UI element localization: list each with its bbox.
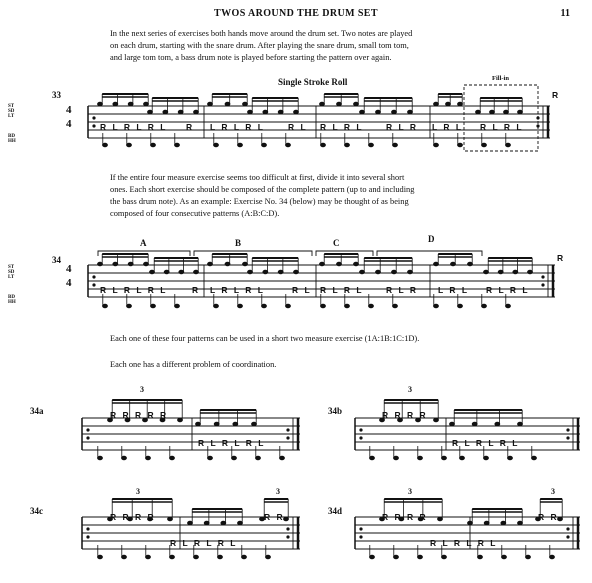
exercise-34c-number: 34c: [30, 506, 43, 516]
note-mark: [127, 143, 132, 147]
note-mark: [225, 262, 230, 266]
note-mark: [468, 521, 473, 525]
note-mark: [458, 102, 463, 106]
middle-line: composed of four consecutive patterns (A:B:C:D).: [110, 209, 280, 218]
intro-line: and large tom tom, a bass drum note is played before starting the pattern over again.: [110, 53, 392, 62]
pattern-a-label: A: [140, 238, 147, 248]
note-mark: [434, 262, 439, 266]
middle-line: If the entire four measure exercise seems too difficult at first, divide it into several short: [110, 173, 405, 182]
exercise-34a-number: 34a: [30, 406, 44, 416]
note-mark: [484, 456, 489, 460]
note-mark: [294, 270, 299, 274]
note-mark: [526, 555, 531, 559]
note-mark: [408, 110, 413, 114]
note-line-1: Each one of these four patterns can be used in a short two measure exercise (1A:1B:1C:1D).: [110, 334, 420, 343]
end-sticking-34c: R R: [264, 512, 285, 522]
sticking-34b: R L R L R L: [452, 438, 520, 448]
exercise-33-title: Single Stroke Roll: [278, 77, 348, 87]
triplet-34d-end: 3: [551, 487, 555, 496]
time-signature-33: 4 4: [66, 104, 72, 130]
note-mark: [369, 304, 374, 308]
note-mark: [248, 110, 253, 114]
instrument-labels-34: ST SD LT: [8, 265, 15, 280]
note-mark: [393, 143, 398, 147]
note-mark: [214, 304, 219, 308]
note-mark: [128, 102, 133, 106]
note-mark: [434, 418, 439, 422]
note-mark: [446, 102, 451, 106]
sticking-33-5: R L R L: [320, 122, 364, 132]
note-mark: [232, 456, 237, 460]
note-mark: [360, 270, 365, 274]
note-mark: [369, 143, 374, 147]
note-mark: [518, 521, 523, 525]
note-mark: [418, 555, 423, 559]
note-mark: [98, 262, 103, 266]
note-mark: [320, 262, 325, 266]
note-mark: [266, 555, 271, 559]
sticking-33-2: R: [186, 122, 195, 132]
exercise-34-number: 34: [52, 255, 61, 265]
note-mark: [179, 270, 184, 274]
note-mark: [262, 143, 267, 147]
note-mark: [506, 304, 511, 308]
note-mark: [484, 521, 489, 525]
note-mark: [194, 555, 199, 559]
note-mark: [164, 270, 169, 274]
note-mark: [376, 110, 381, 114]
note-mark: [458, 143, 463, 147]
note-mark: [204, 521, 209, 525]
note-mark: [320, 102, 325, 106]
note-mark: [458, 304, 463, 308]
note-mark: [532, 456, 537, 460]
note-mark: [504, 110, 509, 114]
middle-paragraph: [110, 172, 490, 220]
note-mark: [434, 304, 439, 308]
note-mark: [278, 270, 283, 274]
sticking-33-8: R L R L: [480, 122, 524, 132]
note-mark: [170, 555, 175, 559]
note-mark: [502, 555, 507, 559]
note-mark: [194, 270, 199, 274]
note-mark: [243, 102, 248, 106]
note-mark: [370, 456, 375, 460]
note-mark: [127, 304, 132, 308]
sticking-34-3: L R L R L: [210, 285, 265, 295]
intro-line: on each drum, starting with the snare drum. After playing the snare drum, small tom tom,: [110, 41, 409, 50]
top-sticking-34a: R R R R R: [110, 410, 169, 420]
pattern-c-label: C: [333, 238, 340, 248]
triplet-34b: 3: [408, 385, 412, 394]
note-mark: [233, 422, 238, 426]
triplet-34d: 3: [408, 487, 412, 496]
triplet-34c: 3: [136, 487, 140, 496]
note-mark: [144, 102, 149, 106]
note-mark: [442, 456, 447, 460]
note-mark: [113, 262, 118, 266]
note-mark: [495, 422, 500, 426]
sticking-34d: R L R L R L: [430, 538, 498, 548]
note-mark: [434, 102, 439, 106]
note-mark: [148, 110, 153, 114]
triplet-34a: 3: [140, 385, 144, 394]
note-mark: [242, 555, 247, 559]
page-number: 11: [560, 8, 570, 19]
note-mark: [482, 304, 487, 308]
note-mark: [501, 521, 506, 525]
note-mark: [208, 456, 213, 460]
middle-line: ones. Each short exercise should be composed of the complete pattern (up to and including: [110, 185, 415, 194]
note-mark: [103, 304, 108, 308]
sticking-34-7: L R L: [438, 285, 470, 295]
sticking-34-8: R L R L: [486, 285, 530, 295]
note-mark: [376, 270, 381, 274]
note-mark: [175, 143, 180, 147]
note-mark: [243, 262, 248, 266]
note-mark: [151, 304, 156, 308]
end-sticking-34d: R R: [538, 512, 559, 522]
note-mark: [170, 456, 175, 460]
note-mark: [550, 555, 555, 559]
note-mark: [294, 110, 299, 114]
note-mark: [337, 102, 342, 106]
note-mark: [438, 517, 443, 521]
sticking-34c: R L R L R L: [170, 538, 238, 548]
intro-line: In the next series of exercises both hands move around the drum set. Two notes are played: [110, 29, 413, 38]
note-mark: [392, 270, 397, 274]
note-mark: [393, 304, 398, 308]
note-mark: [225, 102, 230, 106]
instrument-labels-33-bottom: BD HH: [8, 134, 16, 144]
sticking-33-6: R L R: [386, 122, 419, 132]
note-mark: [238, 521, 243, 525]
note-mark: [98, 456, 103, 460]
note-mark: [263, 110, 268, 114]
top-sticking-34b: R R R R: [382, 410, 428, 420]
note-mark: [98, 555, 103, 559]
note-mark: [214, 422, 219, 426]
note-mark: [128, 262, 133, 266]
note-mark: [321, 143, 326, 147]
sticking-33-1: R L R L R L: [100, 122, 168, 132]
sticking-34a: R L R L R L: [198, 438, 266, 448]
sticking-33-7: L R L: [432, 122, 464, 132]
note-mark: [175, 304, 180, 308]
note-mark: [450, 422, 455, 426]
note-mark: [98, 102, 103, 106]
note-mark: [337, 262, 342, 266]
note-mark: [168, 517, 173, 521]
sticking-34-6: R L R: [386, 285, 419, 295]
note-mark: [218, 555, 223, 559]
note-mark: [208, 262, 213, 266]
note-mark: [262, 304, 267, 308]
note-mark: [408, 270, 413, 274]
note-mark: [146, 456, 151, 460]
note-mark: [476, 110, 481, 114]
note-mark: [280, 456, 285, 460]
note-mark: [113, 102, 118, 106]
note-mark: [196, 422, 201, 426]
exercise-34b-number: 34b: [328, 406, 343, 416]
note-mark: [321, 304, 326, 308]
note-mark: [518, 422, 523, 426]
note-mark: [252, 422, 257, 426]
note-mark: [150, 270, 155, 274]
instrument-labels-34-bottom: BD HH: [8, 295, 16, 305]
note-mark: [238, 304, 243, 308]
note-mark: [394, 555, 399, 559]
note-mark: [286, 143, 291, 147]
note-mark: [103, 143, 108, 147]
note-mark: [345, 143, 350, 147]
note-mark: [354, 102, 359, 106]
note-mark: [484, 270, 489, 274]
sticking-34-end: R: [557, 253, 566, 263]
note-mark: [394, 456, 399, 460]
note-mark: [472, 422, 477, 426]
note-mark: [451, 262, 456, 266]
note-mark: [513, 270, 518, 274]
note-mark: [208, 102, 213, 106]
note-mark: [354, 262, 359, 266]
middle-line: the bass drum note). As an example: Exercise No. 34 (below) may be thought of as being: [110, 197, 409, 206]
note-mark: [468, 262, 473, 266]
sticking-33-4: R L: [288, 122, 308, 132]
note-mark: [418, 456, 423, 460]
note-mark: [122, 456, 127, 460]
note-mark: [248, 270, 253, 274]
note-mark: [460, 456, 465, 460]
sticking-33-3: L R L R L: [210, 122, 265, 132]
note-mark: [163, 110, 168, 114]
note-mark: [146, 555, 151, 559]
note-mark: [286, 304, 291, 308]
sticking-34-4: R L: [292, 285, 312, 295]
instrument-labels-33: ST SD LT: [8, 104, 15, 119]
sticking-33-end: R: [552, 90, 561, 100]
note-mark: [214, 143, 219, 147]
pattern-d-label: D: [428, 234, 435, 244]
time-signature-34: 4 4: [66, 263, 72, 289]
note-mark: [178, 418, 183, 422]
note-mark: [490, 110, 495, 114]
pattern-b-label: B: [235, 238, 242, 248]
top-sticking-34d: R R R R: [382, 512, 428, 522]
note-mark: [178, 110, 183, 114]
note-mark: [144, 262, 149, 266]
note-mark: [345, 304, 350, 308]
note-mark: [263, 270, 268, 274]
note-mark: [370, 555, 375, 559]
exercise-34d-number: 34d: [328, 506, 343, 516]
sticking-34-5: R L R L: [320, 285, 364, 295]
note-mark: [221, 521, 226, 525]
note-mark: [151, 143, 156, 147]
top-sticking-34c: R R R R: [110, 512, 156, 522]
note-mark: [508, 456, 513, 460]
fill-in-label: Fill-in: [492, 75, 509, 82]
note-mark: [506, 143, 511, 147]
note-mark: [194, 110, 199, 114]
note-mark: [122, 555, 127, 559]
note-mark: [278, 110, 283, 114]
note-mark: [528, 270, 533, 274]
triplet-34c-end: 3: [276, 487, 280, 496]
page-title: TWOS AROUND THE DRUM SET: [214, 8, 378, 19]
note-mark: [360, 110, 365, 114]
note-mark: [434, 143, 439, 147]
note-mark: [188, 521, 193, 525]
note-mark: [256, 456, 261, 460]
note-mark: [482, 143, 487, 147]
note-mark: [518, 110, 523, 114]
exercise-33-number: 33: [52, 90, 61, 100]
note-mark: [238, 143, 243, 147]
note-mark: [392, 110, 397, 114]
note-line-2: Each one has a different problem of coordination.: [110, 360, 277, 369]
sticking-34-1: R L R L R L: [100, 285, 168, 295]
sticking-34-2: R: [192, 285, 201, 295]
note-mark: [442, 555, 447, 559]
note-mark: [498, 270, 503, 274]
note-mark: [478, 555, 483, 559]
